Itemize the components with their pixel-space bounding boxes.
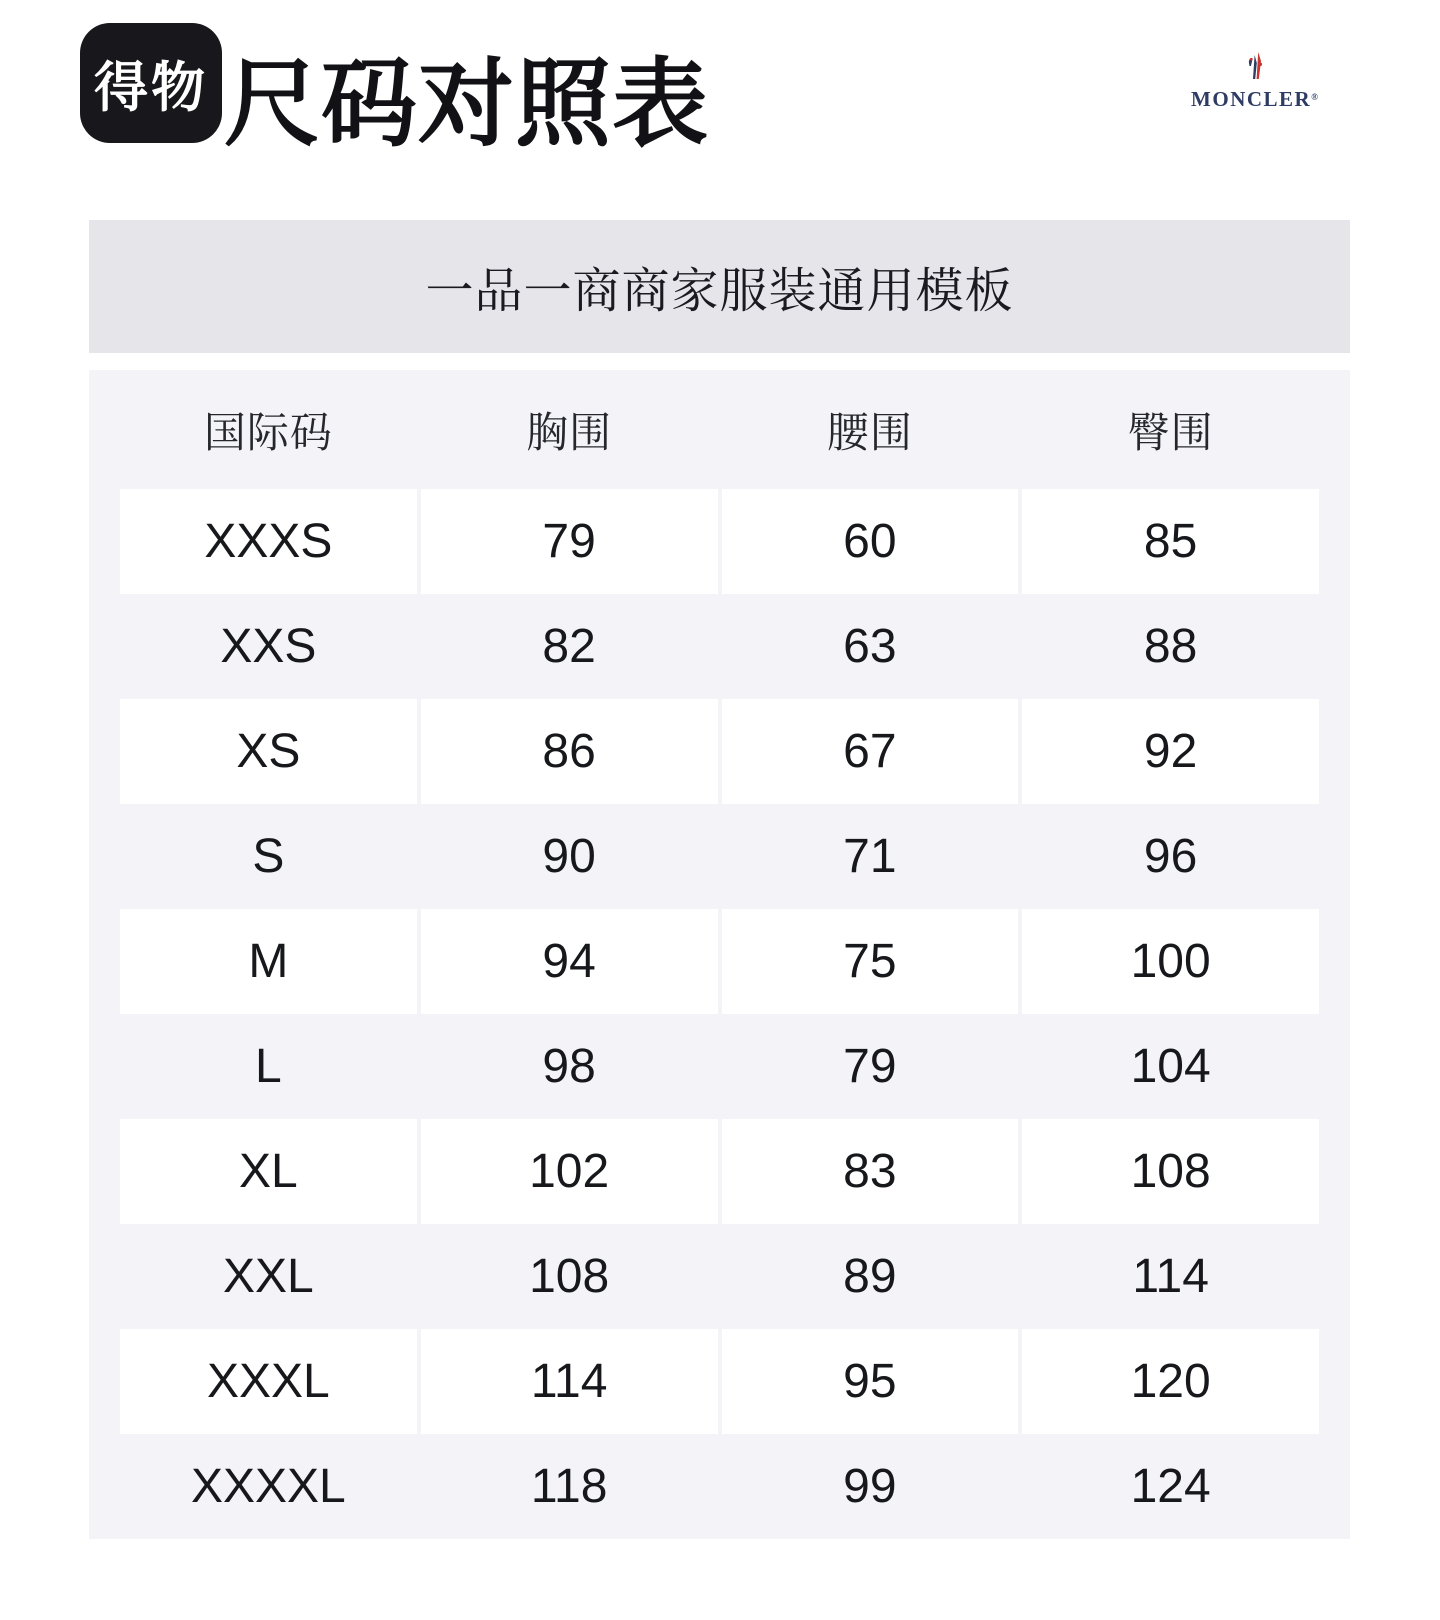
table-row xyxy=(120,699,1319,804)
chest-cell: 79 xyxy=(421,489,718,594)
hip-cell: 96 xyxy=(1143,830,1198,883)
hip-cell: 114 xyxy=(1132,1250,1209,1303)
waist-cell: 79 xyxy=(843,1040,897,1093)
column-header-waist: 腰围 xyxy=(826,408,913,456)
hip-cell: 104 xyxy=(1130,1040,1211,1093)
banner-text: 一品一商商家服装通用模板 xyxy=(425,265,1014,318)
chest-cell: 90 xyxy=(542,830,596,883)
moncler-emblem-icon xyxy=(1244,50,1266,84)
waist-cell: 89 xyxy=(843,1250,897,1303)
waist-cell: 99 xyxy=(843,1460,897,1513)
page-header xyxy=(0,0,1440,220)
dewu-app-logo xyxy=(80,23,222,143)
moncler-wordmark: MONCLER® xyxy=(1191,87,1318,111)
table-row xyxy=(120,804,1319,909)
size-table-header-row xyxy=(120,370,1319,489)
moncler-brand-logo xyxy=(1172,50,1337,112)
size-cell: L xyxy=(255,1040,282,1093)
size-cell: XXXXL xyxy=(190,1460,346,1513)
size-cell: M xyxy=(120,909,417,1014)
table-row xyxy=(120,594,1319,699)
table-row xyxy=(120,1014,1319,1119)
table-row xyxy=(120,489,1319,594)
hip-cell: 85 xyxy=(1022,489,1319,594)
size-cell: XXS xyxy=(220,620,317,673)
size-cell: XXXS xyxy=(120,489,417,594)
chest-cell: 86 xyxy=(421,699,718,804)
waist-cell: 60 xyxy=(722,489,1019,594)
size-cell: XL xyxy=(120,1119,417,1224)
hip-cell: 120 xyxy=(1022,1329,1319,1434)
template-banner xyxy=(89,220,1350,353)
hip-cell: 88 xyxy=(1143,620,1198,673)
table-row xyxy=(120,909,1319,1014)
column-header-international-size: 国际码 xyxy=(203,408,333,456)
page-title: 尺码对照表 xyxy=(224,51,709,158)
waist-cell: 95 xyxy=(722,1329,1019,1434)
waist-cell: 67 xyxy=(722,699,1019,804)
table-row xyxy=(120,1329,1319,1434)
hip-cell: 124 xyxy=(1130,1460,1211,1513)
chest-cell: 102 xyxy=(421,1119,718,1224)
table-row xyxy=(120,1119,1319,1224)
column-header-hip: 臀围 xyxy=(1127,408,1214,456)
hip-cell: 92 xyxy=(1022,699,1319,804)
hip-cell: 100 xyxy=(1022,909,1319,1014)
table-row xyxy=(120,1434,1319,1539)
waist-cell: 63 xyxy=(843,620,897,673)
size-cell: S xyxy=(252,830,285,883)
chest-cell: 82 xyxy=(542,620,596,673)
waist-cell: 71 xyxy=(843,830,897,883)
table-row xyxy=(120,1224,1319,1329)
chest-cell: 98 xyxy=(542,1040,596,1093)
waist-cell: 75 xyxy=(722,909,1019,1014)
size-table xyxy=(89,370,1350,1539)
hip-cell: 108 xyxy=(1022,1119,1319,1224)
chest-cell: 94 xyxy=(421,909,718,1014)
column-header-chest: 胸围 xyxy=(526,408,613,456)
chest-cell: 118 xyxy=(530,1460,608,1513)
chest-cell: 108 xyxy=(529,1250,610,1303)
size-cell: XXL xyxy=(223,1250,314,1303)
waist-cell: 83 xyxy=(722,1119,1019,1224)
chest-cell: 114 xyxy=(421,1329,718,1434)
registered-trademark-symbol: ® xyxy=(1311,92,1318,102)
size-cell: XXXL xyxy=(120,1329,417,1434)
size-cell: XS xyxy=(120,699,417,804)
dewu-logo-text: 得物 xyxy=(94,57,208,118)
